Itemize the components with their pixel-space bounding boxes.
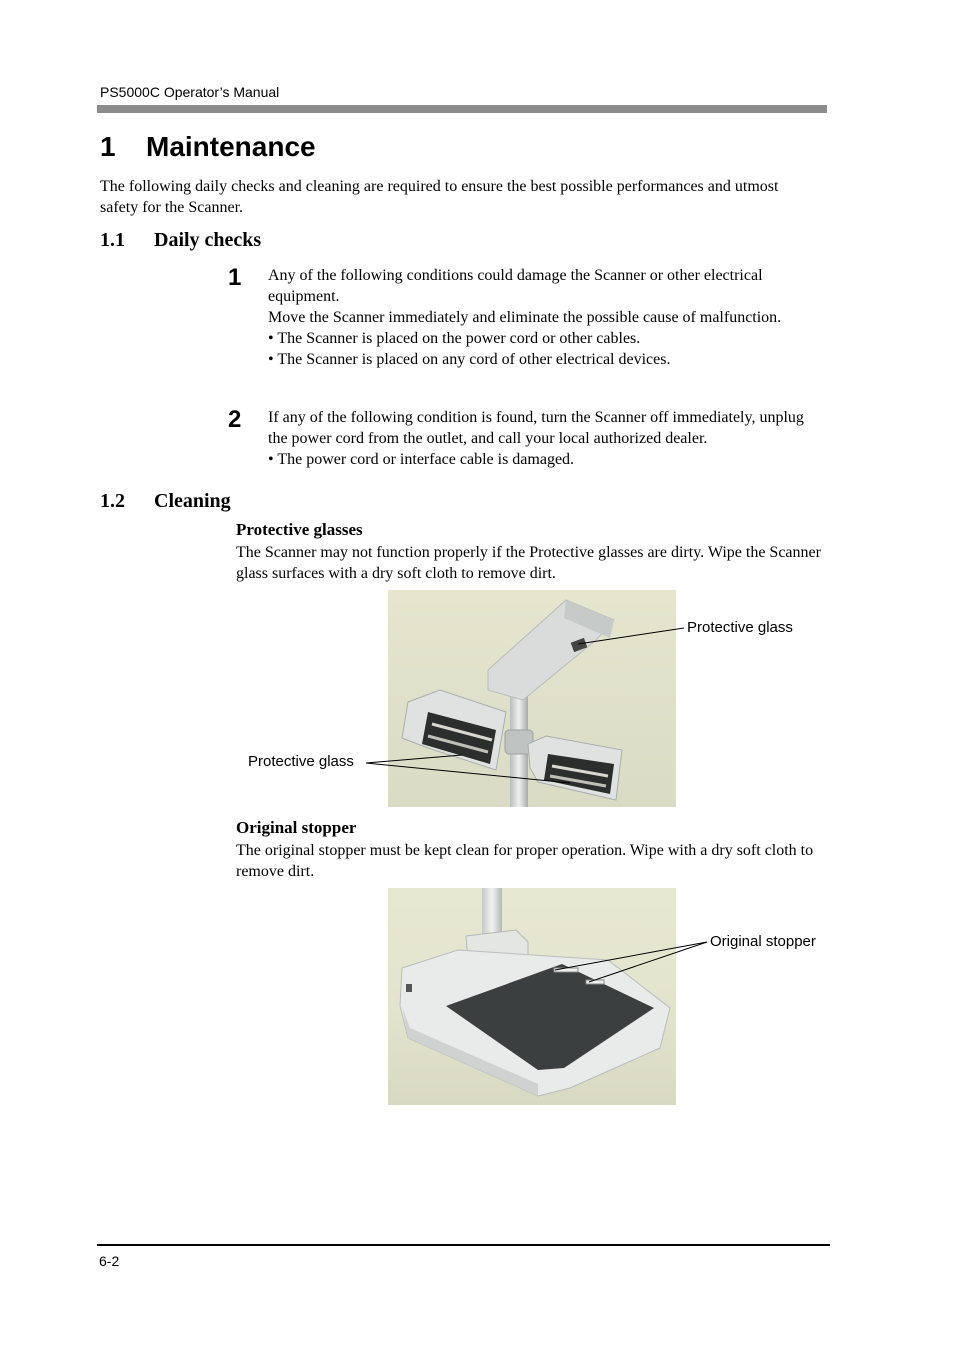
callout-original-stopper: Original stopper xyxy=(710,933,816,950)
protective-glasses-paragraph: The Scanner may not function properly if the Protective glasses are dirty. Wipe the Scanner glass surfaces with a dry soft cloth to remove dirt. xyxy=(236,544,821,582)
original-stopper-paragraph: The original stopper must be kept clean for proper operation. Wipe with a dry soft cloth to remove dirt. xyxy=(236,842,814,880)
section-number: 1.1 xyxy=(100,229,125,251)
section-title: Daily checks xyxy=(154,229,262,251)
step-bullet: • The Scanner is placed on any cord of other electrical devices. xyxy=(268,351,671,368)
callout-protective-glass-top: Protective glass xyxy=(687,619,793,636)
footer-rule xyxy=(97,1244,830,1246)
header-rule xyxy=(97,105,827,113)
section-heading-daily-checks xyxy=(100,229,261,252)
scanner-base-photo xyxy=(388,888,676,1105)
page-number: 6-2 xyxy=(99,1253,120,1269)
step-number: 1 xyxy=(228,264,242,291)
step-line: If any of the following condition is found, turn the Scanner off immediately, unplug the power cord from the outlet, and call your local authorized dealer. xyxy=(268,409,804,447)
running-header: PS5000C Operator’s Manual xyxy=(100,84,280,100)
intro-paragraph: The following daily checks and cleaning are required to ensure the best possible performances and utmost safety for the Scanner. xyxy=(100,178,779,216)
section-heading-cleaning xyxy=(100,490,231,513)
callout-protective-glass-left: Protective glass xyxy=(248,753,354,770)
section-number: 1.2 xyxy=(100,490,125,512)
section-title: Cleaning xyxy=(154,490,231,512)
step-line: Any of the following conditions could damage the Scanner or other electrical equipment. xyxy=(268,267,763,305)
step-number: 2 xyxy=(228,406,242,433)
chapter-number: 1 xyxy=(100,131,116,162)
scanner-head-photo xyxy=(388,590,676,807)
subheading-protective-glasses: Protective glasses xyxy=(236,520,363,539)
chapter-title: Maintenance xyxy=(146,131,316,162)
step-line: Move the Scanner immediately and eliminate the possible cause of malfunction. xyxy=(268,309,782,326)
step-bullet: • The Scanner is placed on the power cord or other cables. xyxy=(268,330,641,347)
chapter-heading xyxy=(100,131,316,163)
subheading-original-stopper: Original stopper xyxy=(236,818,357,837)
step-bullet: • The power cord or interface cable is damaged. xyxy=(268,451,575,468)
step-2-text xyxy=(268,407,823,470)
step-1-text xyxy=(268,265,823,370)
